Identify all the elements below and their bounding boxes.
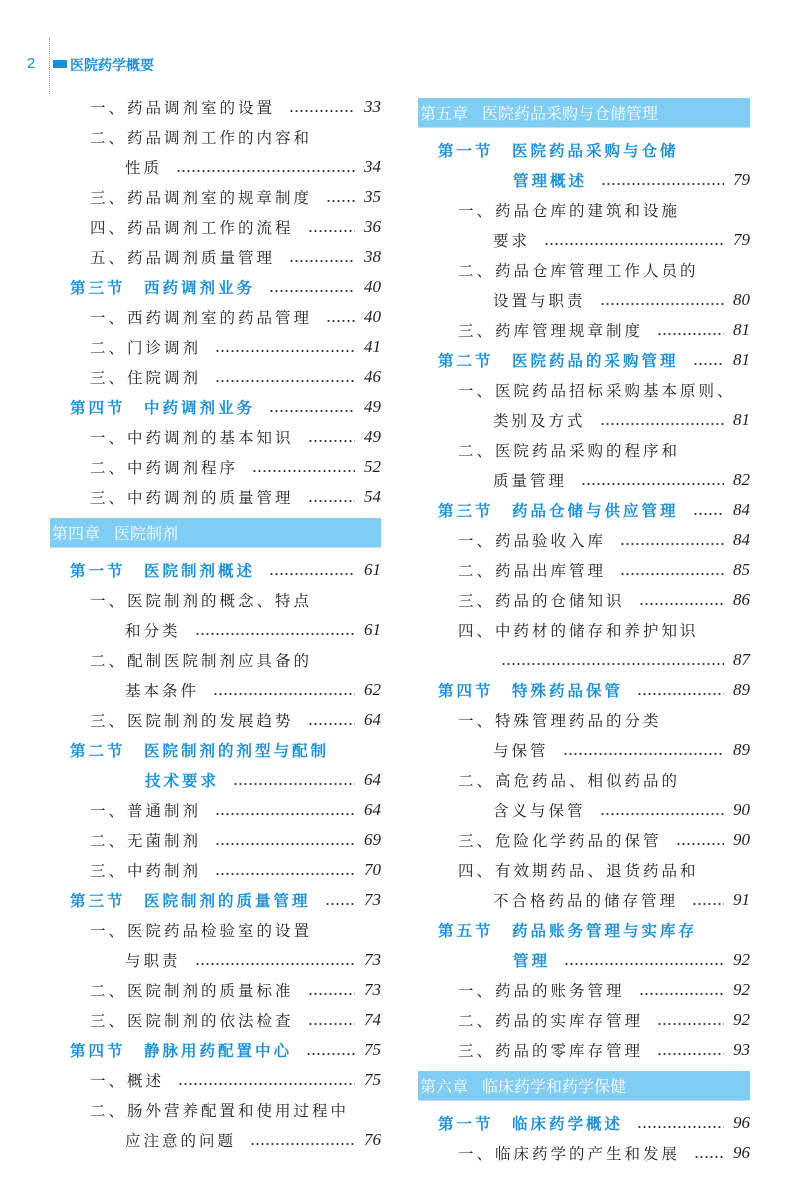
entry-title: 第一节 医院制剂概述	[70, 562, 256, 580]
margin-divider	[49, 38, 50, 94]
chapter-number: 第六章	[420, 1077, 469, 1096]
entry-title: 要求	[493, 232, 531, 250]
toc-entry[interactable]	[418, 585, 750, 615]
page-ref: 70	[364, 860, 381, 879]
toc-section-entry[interactable]	[50, 392, 381, 422]
entry-title: 第二节 医院制剂的剂型与配制	[70, 742, 330, 760]
toc-section-entry[interactable]	[418, 1108, 750, 1138]
entry-title: 一、普通制剂	[90, 802, 202, 820]
toc-entry[interactable]	[50, 945, 381, 975]
entry-title: 质量管理	[493, 472, 568, 490]
entry-title: 第二节 医院药品的采购管理	[438, 352, 679, 370]
toc-entry[interactable]	[418, 465, 750, 495]
entry-title: 一、药品调剂室的设置	[90, 99, 276, 117]
toc-right-column	[418, 92, 750, 1168]
leader-dots	[657, 1005, 724, 1035]
leader-dots	[215, 362, 355, 392]
entry-title: 管理	[513, 952, 551, 970]
toc-section-entry[interactable]	[418, 945, 750, 975]
entry-title: 第三节 药品仓储与供应管理	[438, 502, 679, 520]
leader-dots	[639, 975, 724, 1005]
page-ref: 35	[364, 187, 381, 206]
entry-title: 第三节 西药调剂业务	[70, 279, 256, 297]
entry-title: 二、无菌制剂	[90, 832, 202, 850]
leader-dots	[269, 555, 355, 585]
leader-dots	[600, 795, 724, 825]
page-ref: 79	[733, 230, 750, 249]
page-ref: 69	[364, 830, 381, 849]
entry-title: 三、药库管理规章制度	[458, 322, 644, 340]
toc-entry[interactable]	[418, 975, 750, 1005]
leader-dots	[600, 405, 724, 435]
page-ref: 40	[364, 307, 381, 326]
leader-dots	[601, 165, 724, 195]
page-ref: 79	[733, 170, 750, 189]
leader-dots	[326, 302, 355, 332]
toc-entry[interactable]	[50, 795, 381, 825]
toc-section-entry[interactable]	[50, 765, 381, 795]
page-ref: 61	[364, 560, 381, 579]
entry-title: 一、医院药品检验室的设置	[90, 922, 313, 940]
entry-title: 五、药品调剂质量管理	[90, 249, 276, 267]
toc-entry[interactable]	[50, 242, 381, 272]
page-number: 2	[27, 55, 36, 72]
toc-section-entry[interactable]	[50, 272, 381, 302]
entry-title: 不合格药品的储存管理	[493, 892, 679, 910]
entry-title: 三、医院制剂的发展趋势	[90, 712, 294, 730]
entry-title: 一、中药调剂的基本知识	[90, 429, 294, 447]
leader-dots	[600, 285, 724, 315]
toc-entry[interactable]	[50, 362, 381, 392]
entry-title: 三、药品调剂室的规章制度	[90, 189, 313, 207]
entry-title: 三、药品的零库存管理	[458, 1042, 644, 1060]
leader-dots	[637, 675, 724, 705]
entry-title: 三、医院制剂的依法检查	[90, 1012, 294, 1030]
page-ref: 96	[733, 1143, 750, 1162]
entry-title: 一、药品验收入库	[458, 532, 607, 550]
toc-section-entry	[418, 135, 750, 165]
entry-title: 三、中药制剂	[90, 862, 202, 880]
entry-title: 第四节 中药调剂业务	[70, 399, 256, 417]
leader-dots	[501, 645, 724, 675]
toc-entry[interactable]	[418, 1138, 750, 1168]
entry-title: 二、药品出库管理	[458, 562, 607, 580]
toc-entry[interactable]	[50, 705, 381, 735]
leader-dots	[195, 945, 355, 975]
entry-title: 二、中药调剂程序	[90, 459, 239, 477]
entry-title: 三、住院调剂	[90, 369, 202, 387]
toc-entry[interactable]	[50, 855, 381, 885]
toc-entry[interactable]	[418, 225, 750, 255]
toc-section-entry[interactable]	[418, 345, 750, 375]
entry-title: 一、概述	[90, 1072, 165, 1090]
page-ref: 90	[733, 830, 750, 849]
leader-dots	[544, 225, 724, 255]
entry-title: 二、医院药品采购的程序和	[458, 442, 681, 460]
toc-section-entry[interactable]	[418, 675, 750, 705]
toc-entry	[50, 122, 381, 152]
entry-title: 和分类	[125, 622, 181, 640]
leader-dots	[308, 212, 355, 242]
toc-entry[interactable]	[50, 92, 381, 122]
toc-entry[interactable]	[50, 422, 381, 452]
entry-title: 与职责	[125, 952, 181, 970]
toc-entry[interactable]	[50, 1005, 381, 1035]
toc-entry	[418, 375, 750, 405]
page-ref: 86	[733, 590, 750, 609]
toc-entry[interactable]	[50, 1065, 381, 1095]
page-ref: 90	[733, 800, 750, 819]
entry-title: 一、药品的账务管理	[458, 982, 625, 1000]
leader-dots	[657, 1035, 724, 1065]
entry-title: 二、高危药品、相似药品的	[458, 772, 681, 790]
toc-section-entry	[418, 915, 750, 945]
leader-dots	[215, 855, 355, 885]
leader-dots	[252, 452, 355, 482]
leader-dots	[639, 585, 724, 615]
toc-entry	[418, 855, 750, 885]
chapter-number: 第四章	[52, 524, 101, 543]
entry-title: 三、药品的仓储知识	[458, 592, 625, 610]
page-ref: 93	[733, 1040, 750, 1059]
toc-entry[interactable]	[50, 482, 381, 512]
entry-title: 三、危险化学药品的保管	[458, 832, 662, 850]
page-ref: 81	[733, 320, 750, 339]
book-title: 医院药学概要	[70, 58, 154, 74]
entry-title: 一、临床药学的产生和发展	[458, 1145, 681, 1163]
entry-title: 第一节 医院药品采购与仓储	[438, 142, 679, 160]
leader-dots	[215, 332, 355, 362]
toc-entry[interactable]	[418, 1005, 750, 1035]
toc-entry[interactable]	[418, 525, 750, 555]
toc-entry	[418, 255, 750, 285]
entry-title: 二、配制医院制剂应具备的	[90, 652, 313, 670]
entry-title: 四、有效期药品、退货药品和	[458, 862, 699, 880]
entry-title: 二、药品仓库管理工作人员的	[458, 262, 699, 280]
entry-title: 二、门诊调剂	[90, 339, 202, 357]
page-ref: 61	[364, 620, 381, 639]
page-ref: 46	[364, 367, 381, 386]
chapter-number: 第五章	[420, 104, 469, 123]
page-ref: 73	[364, 950, 381, 969]
leader-dots	[308, 705, 355, 735]
page-ref: 92	[733, 980, 750, 999]
toc-entry[interactable]	[50, 615, 381, 645]
leader-dots	[195, 615, 355, 645]
leader-dots	[215, 825, 355, 855]
entry-title: 管理概述	[513, 172, 588, 190]
toc-entry	[418, 615, 750, 645]
page-ref: 73	[364, 890, 381, 909]
toc-entry	[418, 435, 750, 465]
page-ref: 84	[733, 500, 750, 519]
leader-dots	[693, 345, 724, 375]
toc-entry[interactable]	[50, 182, 381, 212]
page-ref: 80	[733, 290, 750, 309]
leader-dots	[308, 422, 355, 452]
page-ref: 40	[364, 277, 381, 296]
toc-entry	[418, 765, 750, 795]
entry-title: 一、药品仓库的建筑和设施	[458, 202, 681, 220]
toc-entry[interactable]	[418, 405, 750, 435]
toc-entry	[418, 195, 750, 225]
page-ref: 74	[364, 1010, 381, 1029]
entry-title: 第五节 药品账务管理与实库存	[438, 922, 698, 940]
toc-entry[interactable]	[50, 332, 381, 362]
toc-entry[interactable]	[418, 735, 750, 765]
entry-title: 性质	[125, 159, 163, 177]
chapter-heading[interactable]	[418, 1071, 750, 1101]
toc-entry[interactable]	[418, 825, 750, 855]
leader-dots	[176, 152, 355, 182]
toc-section-entry[interactable]	[50, 885, 381, 915]
page-ref: 54	[364, 487, 381, 506]
entry-title: 应注意的问题	[125, 1132, 237, 1150]
toc-entry[interactable]	[50, 152, 381, 182]
entry-title: 二、肠外营养配置和使用过程中	[90, 1102, 350, 1120]
entry-title: 第三节 医院制剂的质量管理	[70, 892, 311, 910]
toc-entry[interactable]	[50, 212, 381, 242]
leader-dots	[289, 92, 355, 122]
entry-title: 基本条件	[125, 682, 200, 700]
page-ref: 49	[364, 427, 381, 446]
page-ref: 92	[733, 950, 750, 969]
page-ref: 75	[364, 1040, 381, 1059]
leader-dots	[308, 1005, 355, 1035]
leader-dots	[269, 392, 355, 422]
leader-dots	[289, 242, 355, 272]
page-ref: 33	[364, 97, 381, 116]
chapter-heading[interactable]	[418, 98, 750, 128]
leader-dots	[178, 1065, 355, 1095]
entry-title: 一、特殊管理药品的分类	[458, 712, 662, 730]
toc-entry[interactable]	[418, 645, 750, 675]
page-ref: 41	[364, 337, 381, 356]
page-ref: 82	[733, 470, 750, 489]
entry-title: 二、药品的实库存管理	[458, 1012, 644, 1030]
leader-dots	[692, 885, 724, 915]
leader-dots	[326, 182, 355, 212]
toc-entry[interactable]	[418, 885, 750, 915]
entry-title: 三、中药调剂的质量管理	[90, 489, 294, 507]
leader-dots	[250, 1125, 355, 1155]
leader-dots	[620, 525, 724, 555]
leader-dots	[233, 765, 355, 795]
toc-entry[interactable]	[418, 795, 750, 825]
header-bar-icon	[53, 60, 67, 68]
page-ref: 64	[364, 770, 381, 789]
page-ref: 89	[733, 740, 750, 759]
toc-entry	[50, 645, 381, 675]
leader-dots	[676, 825, 724, 855]
toc-section-entry[interactable]	[418, 495, 750, 525]
leader-dots	[308, 482, 355, 512]
leader-dots	[657, 315, 724, 345]
page-ref: 84	[733, 530, 750, 549]
chapter-title: 临床药学和药学保健	[482, 1077, 627, 1096]
toc-entry[interactable]	[418, 1035, 750, 1065]
leader-dots	[694, 1138, 724, 1168]
leader-dots	[325, 885, 355, 915]
leader-dots	[581, 465, 724, 495]
page-ref: 87	[733, 650, 750, 669]
leader-dots	[269, 272, 355, 302]
entry-title: 二、医院制剂的质量标准	[90, 982, 294, 1000]
leader-dots	[620, 555, 724, 585]
page-ref: 92	[733, 1010, 750, 1029]
page-ref: 89	[733, 680, 750, 699]
leader-dots	[213, 675, 355, 705]
page-ref: 49	[364, 397, 381, 416]
page-ref: 91	[733, 890, 750, 909]
page-ref: 85	[733, 560, 750, 579]
entry-title: 一、医院制剂的概念、特点	[90, 592, 313, 610]
page-ref: 64	[364, 800, 381, 819]
entry-title: 第四节 静脉用药配置中心	[70, 1042, 293, 1060]
page-ref: 36	[364, 217, 381, 236]
entry-title: 类别及方式	[493, 412, 586, 430]
page-ref: 81	[733, 410, 750, 429]
page-ref: 96	[733, 1113, 750, 1132]
entry-title: 第四节 特殊药品保管	[438, 682, 624, 700]
toc-entry	[418, 705, 750, 735]
entry-title: 四、中药材的储存和养护知识	[458, 622, 699, 640]
toc-left-column	[50, 92, 381, 1155]
page-ref: 34	[364, 157, 381, 176]
page-ref: 38	[364, 247, 381, 266]
entry-title: 与保管	[493, 742, 549, 760]
toc-section-entry[interactable]	[50, 1035, 381, 1065]
entry-title: 四、药品调剂工作的流程	[90, 219, 294, 237]
toc-entry[interactable]	[50, 825, 381, 855]
entry-title: 一、西药调剂室的药品管理	[90, 309, 313, 327]
toc-entry	[50, 585, 381, 615]
entry-title: 技术要求	[145, 772, 220, 790]
leader-dots	[693, 495, 724, 525]
entry-title: 含义与保管	[493, 802, 586, 820]
page-ref: 62	[364, 680, 381, 699]
leader-dots	[564, 945, 724, 975]
toc-entry[interactable]	[418, 285, 750, 315]
leader-dots	[637, 1108, 724, 1138]
page-ref: 73	[364, 980, 381, 999]
toc-entry[interactable]	[50, 975, 381, 1005]
page-ref: 76	[364, 1130, 381, 1149]
entry-title: 设置与职责	[493, 292, 586, 310]
leader-dots	[306, 1035, 355, 1065]
toc-entry[interactable]	[50, 1125, 381, 1155]
leader-dots	[563, 735, 724, 765]
chapter-title: 医院药品采购与仓储管理	[482, 104, 659, 123]
toc-section-entry[interactable]	[50, 555, 381, 585]
leader-dots	[308, 975, 355, 1005]
page-ref: 81	[733, 350, 750, 369]
toc-entry	[50, 915, 381, 945]
toc-entry[interactable]	[50, 675, 381, 705]
toc-entry[interactable]	[50, 302, 381, 332]
toc-section-entry[interactable]	[418, 165, 750, 195]
entry-title: 第一节 临床药学概述	[438, 1115, 624, 1133]
toc-entry[interactable]	[418, 315, 750, 345]
entry-title: 一、医院药品招标采购基本原则、	[458, 382, 736, 400]
toc-entry[interactable]	[418, 555, 750, 585]
leader-dots	[215, 795, 355, 825]
chapter-heading[interactable]	[50, 518, 381, 548]
page-ref: 64	[364, 710, 381, 729]
chapter-title: 医院制剂	[114, 524, 179, 543]
page-ref: 52	[364, 457, 381, 476]
page-ref: 75	[364, 1070, 381, 1089]
toc-section-entry	[50, 735, 381, 765]
toc-entry[interactable]	[50, 452, 381, 482]
entry-title: 二、药品调剂工作的内容和	[90, 129, 313, 147]
toc-entry	[50, 1095, 381, 1125]
